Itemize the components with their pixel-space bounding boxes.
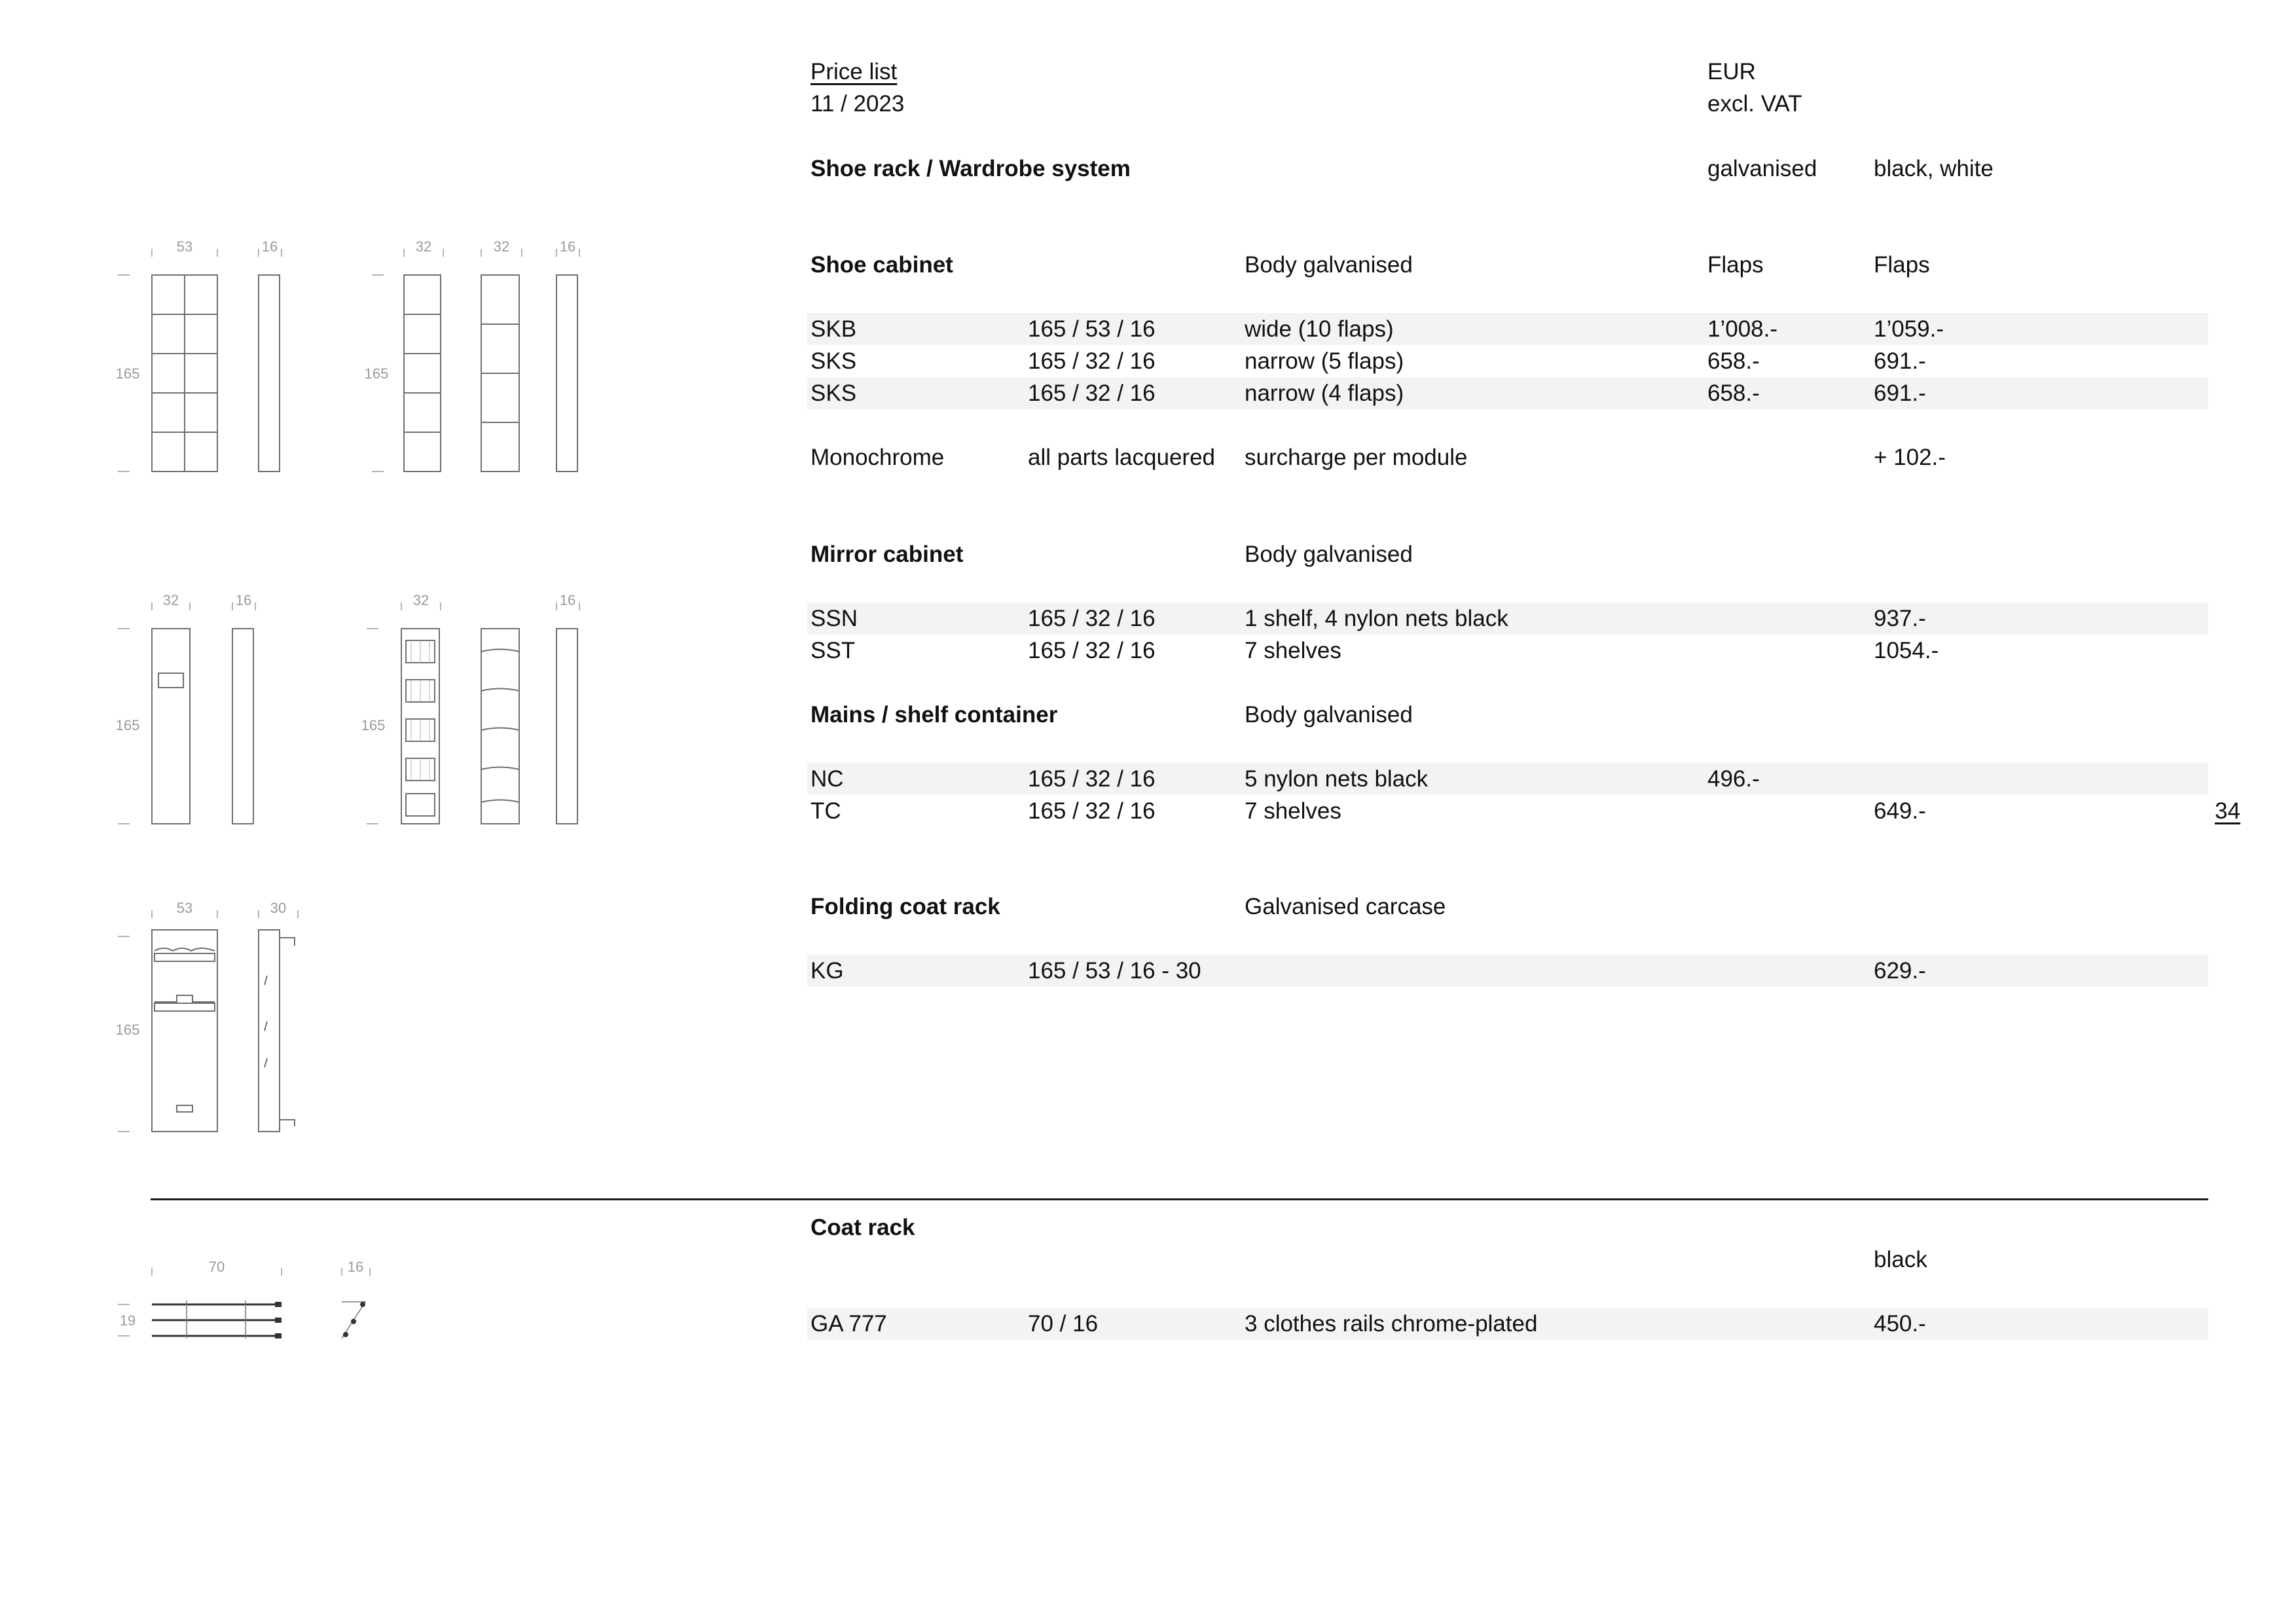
dim-label: 165 [361,717,386,733]
currency-label: EUR [1707,59,1756,84]
row-desc: 1 shelf, 4 nylon nets black [1245,606,1508,631]
row-desc: narrow (5 flaps) [1245,348,1404,374]
row-dims: 165 / 32 / 16 [1028,606,1156,631]
row-price-colour: 1’059.- [1874,316,1944,342]
column-galvanised: galvanised [1707,156,1817,181]
section-divider [151,1198,2208,1200]
dim-label: 165 [364,365,389,382]
monochrome-detail: all parts lacquered [1028,445,1215,470]
row-shade [807,313,2208,345]
row-code: SST [811,638,856,663]
dim-label: 32 [162,592,179,608]
monochrome-desc: surcharge per module [1245,445,1468,470]
row-price-colour: 1054.- [1874,638,1939,663]
dim-label: 53 [176,238,193,255]
mirror-cabinet-drawing [98,589,596,838]
row-code: SKS [811,348,857,374]
dim-label: 16 [261,238,278,255]
dim-label: 70 [208,1259,225,1275]
dim-label: 16 [559,592,576,608]
dim-label: 16 [559,238,576,255]
monochrome-price: + 102.- [1874,445,1946,470]
row-code: GA 777 [811,1311,887,1337]
mirror-cabinet-body: Body galvanised [1245,542,1413,567]
page-title: Price list [811,59,898,84]
dim-label: 165 [115,1022,140,1038]
monochrome-label: Monochrome [811,445,945,470]
folding-coat-rack-drawing [98,897,373,1146]
mains-container-body: Body galvanised [1245,702,1413,728]
coat-rack-title: Coat rack [811,1215,915,1240]
row-dims: 165 / 32 / 16 [1028,798,1156,824]
folding-coat-rack-body: Galvanised carcase [1245,894,1446,919]
row-code: NC [811,766,844,792]
row-desc: 5 nylon nets black [1245,766,1429,792]
row-shade [807,955,2208,987]
mains-container-title: Mains / shelf container [811,702,1058,728]
shoe-cabinet-drawing [98,236,596,485]
page-date: 11 / 2023 [811,91,905,117]
dim-label: 16 [347,1259,364,1275]
dim-label: 53 [176,900,193,916]
mirror-cabinet-title: Mirror cabinet [811,542,964,567]
row-code: SKB [811,316,857,342]
row-desc: 7 shelves [1245,638,1341,663]
row-price-colour: 937.- [1874,606,1926,631]
dim-label: 30 [270,900,287,916]
row-shade [807,763,2208,795]
dim-label: 165 [115,365,140,382]
row-dims: 165 / 32 / 16 [1028,638,1156,663]
row-price-colour: 691.- [1874,348,1926,374]
row-desc: 3 clothes rails chrome-plated [1245,1311,1538,1337]
dim-label: 19 [119,1312,136,1329]
row-code: KG [811,958,844,984]
shoe-cabinet-col1: Flaps [1707,252,1764,278]
shoe-cabinet-body: Body galvanised [1245,252,1413,278]
row-dims: 70 / 16 [1028,1311,1099,1337]
dim-label: 32 [415,238,432,255]
row-price-colour: 629.- [1874,958,1926,984]
row-price-colour: 450.- [1874,1311,1926,1337]
vat-label: excl. VAT [1707,91,1802,117]
row-dims: 165 / 32 / 16 [1028,348,1156,374]
coat-rack-drawing [98,1257,373,1349]
row-price-galvanised: 658.- [1707,348,1760,374]
row-dims: 165 / 53 / 16 [1028,316,1156,342]
row-code: SKS [811,380,857,406]
dim-label: 165 [115,717,140,733]
shoe-cabinet-col2: Flaps [1874,252,1930,278]
row-price-galvanised: 658.- [1707,380,1760,406]
row-desc: narrow (4 flaps) [1245,380,1404,406]
dim-label: 16 [235,592,252,608]
page-number: 34 [2215,798,2240,824]
row-shade [807,377,2208,409]
folding-coat-rack-title: Folding coat rack [811,894,1000,919]
column-black-white: black, white [1874,156,1994,181]
section-title: Shoe rack / Wardrobe system [811,156,1131,181]
row-dims: 165 / 32 / 16 [1028,380,1156,406]
row-price-colour: 691.- [1874,380,1926,406]
row-price-galvanised: 496.- [1707,766,1760,792]
row-desc: wide (10 flaps) [1245,316,1394,342]
row-price-galvanised: 1’008.- [1707,316,1778,342]
row-dims: 165 / 32 / 16 [1028,766,1156,792]
dim-label: 32 [412,592,429,608]
row-dims: 165 / 53 / 16 - 30 [1028,958,1201,984]
coat-rack-col2: black [1874,1247,1927,1272]
row-desc: 7 shelves [1245,798,1341,824]
row-code: TC [811,798,841,824]
row-code: SSN [811,606,858,631]
shoe-cabinet-title: Shoe cabinet [811,252,953,278]
row-price-colour: 649.- [1874,798,1926,824]
dim-label: 32 [493,238,510,255]
